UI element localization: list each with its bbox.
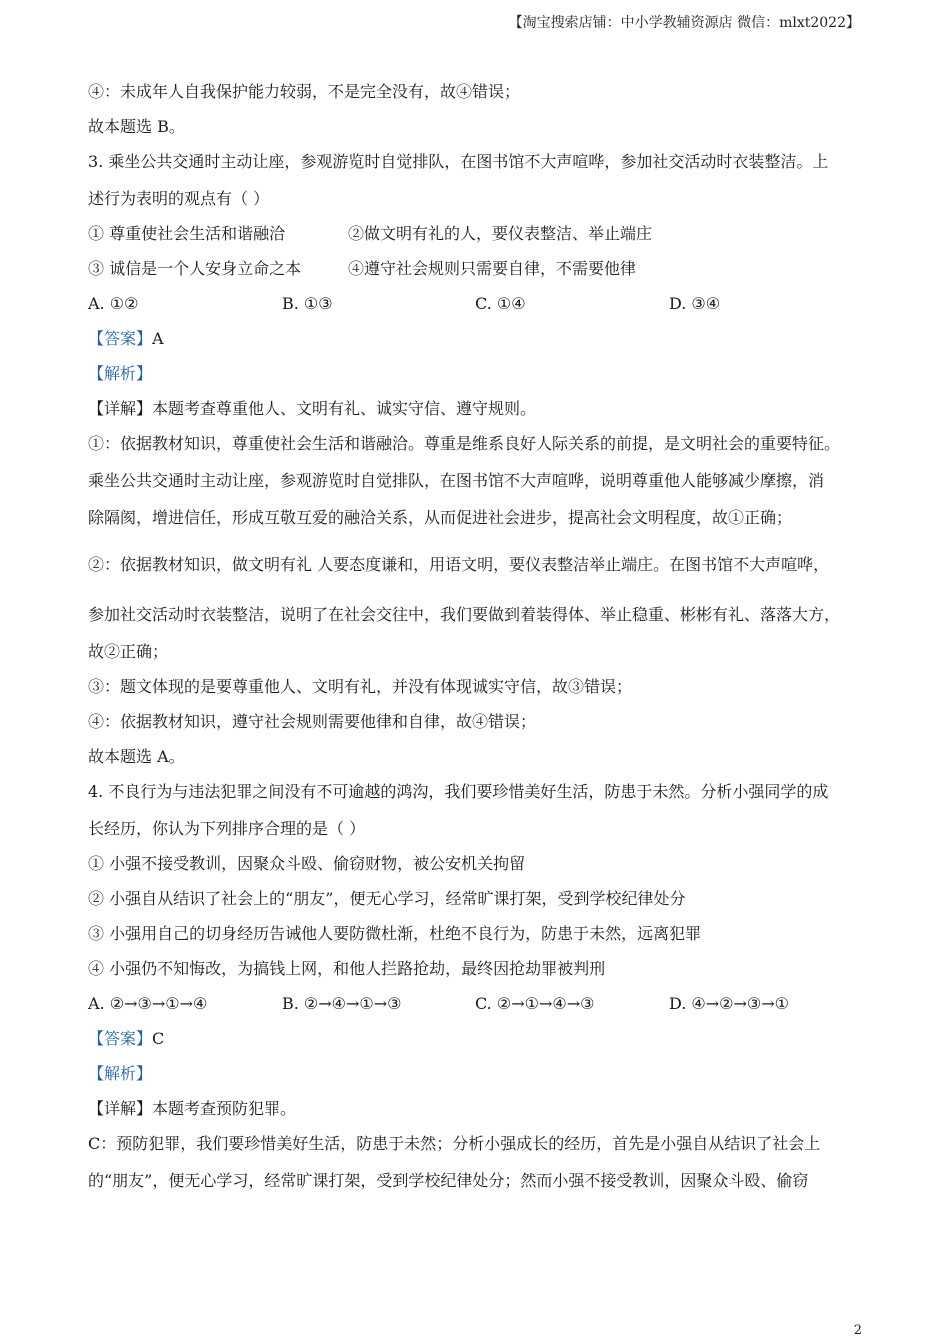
text-line: 故本题选 B。	[88, 117, 185, 136]
q4-detail: 【详解】本题考查预防犯罪。	[88, 1099, 297, 1118]
q3-analysis-label: 【解析】	[88, 364, 153, 383]
question-4-stem-cont: 长经历，你认为下列排序合理的是（ ）	[88, 819, 366, 838]
answer-label: 【答案】	[88, 1029, 153, 1048]
q4-statement-4: ④ 小强仍不知悔改，为搞钱上网，和他人拦路抢劫，最终因抢劫罪被判刑	[88, 959, 606, 978]
q3-statement-4: ④遵守社会规则只需要自律，不需要他律	[348, 259, 637, 278]
text-line: 除隔阂，增进信任，形成互敬互爱的融洽关系，从而促进社会进步，提高社会文明程度，故①正确；	[88, 508, 793, 527]
page-number: 2	[853, 1323, 862, 1338]
page-header-watermark: 【淘宝搜索店铺：中小学教辅资源店 微信：mlxt2022】	[508, 15, 860, 31]
question-3-stem: 3. 乘坐公共交通时主动让座，参观游览时自觉排队，在图书馆不大声喧哗，参加社交活动时衣装整洁。上	[88, 152, 829, 171]
q3-statement-1: ① 尊重使社会生活和谐融洽	[88, 224, 286, 243]
text-line: 故②正确；	[88, 642, 169, 661]
q3-option-a: A. ①②	[88, 294, 139, 313]
text-line: ④：未成年人自我保护能力较弱，不是完全没有，故④错误；	[88, 82, 521, 101]
q4-option-a: A. ②→③→①→④	[88, 994, 208, 1013]
answer-label: 【答案】	[88, 329, 153, 348]
text-line: 故本题选 A。	[88, 747, 185, 766]
q4-statement-1: ① 小强不接受教训，因聚众斗殴、偷窃财物，被公安机关拘留	[88, 854, 526, 873]
text-line: 参加社交活动时衣装整洁，说明了在社会交往中，我们要做到着装得体、举止稳重、彬彬有礼、落落大方，	[88, 605, 841, 624]
q3-statement-3: ③ 诚信是一个人安身立命之本	[88, 259, 302, 278]
text-line: 的“朋友”，便无心学习，经常旷课打架，受到学校纪律处分；然而小强不接受教训，因聚众斗殴、偷窃	[88, 1171, 809, 1190]
q3-option-b: B. ①③	[282, 294, 333, 313]
text-line: C：预防犯罪，我们要珍惜美好生活，防患于未然；分析小强成长的经历，首先是小强自从结识了社会上	[88, 1134, 821, 1153]
answer-value: C	[152, 1029, 165, 1048]
q4-statement-2: ② 小强自从结识了社会上的“朋友”，便无心学习，经常旷课打架，受到学校纪律处分	[88, 889, 686, 908]
q3-option-d: D. ③④	[669, 294, 721, 313]
question-3-stem-cont: 述行为表明的观点有（ ）	[88, 189, 270, 208]
text-line: ②：依据教材知识，做文明有礼 人要态度谦和，用语文明，要仪表整洁举止端庄。在图书馆不大声喧哗，	[88, 555, 830, 574]
text-line: ④：依据教材知识，遵守社会规则需要他律和自律，故④错误；	[88, 712, 537, 731]
answer-value: A	[152, 329, 164, 348]
question-4-stem: 4. 不良行为与违法犯罪之间没有不可逾越的鸿沟，我们要珍惜美好生活，防患于未然。分析小强同学的成	[88, 782, 829, 801]
q3-detail: 【详解】本题考查尊重他人、文明有礼、诚实守信、遵守规则。	[88, 399, 537, 418]
text-line: ③：题文体现的是要尊重他人、文明有礼，并没有体现诚实守信，故③错误；	[88, 677, 633, 696]
q4-option-c: C. ②→①→④→③	[475, 994, 595, 1013]
q3-option-c: C. ①④	[475, 294, 526, 313]
q4-option-b: B. ②→④→①→③	[282, 994, 402, 1013]
q3-answer	[88, 329, 164, 349]
text-line: ①：依据教材知识，尊重使社会生活和谐融洽。尊重是维系良好人际关系的前提，是文明社会的重要特征。	[88, 434, 841, 453]
q3-statement-2: ②做文明有礼的人，要仪表整洁、举止端庄	[348, 224, 653, 243]
text-line: 乘坐公共交通时主动让座，参观游览时自觉排队，在图书馆不大声喧哗，说明尊重他人能够减少摩擦，消	[88, 471, 825, 490]
q4-option-d: D. ④→②→③→①	[669, 994, 790, 1013]
q4-answer	[88, 1029, 164, 1049]
q4-analysis-label: 【解析】	[88, 1064, 153, 1083]
q4-statement-3: ③ 小强用自己的切身经历告诫他人要防微杜渐，杜绝不良行为，防患于未然，远离犯罪	[88, 924, 702, 943]
